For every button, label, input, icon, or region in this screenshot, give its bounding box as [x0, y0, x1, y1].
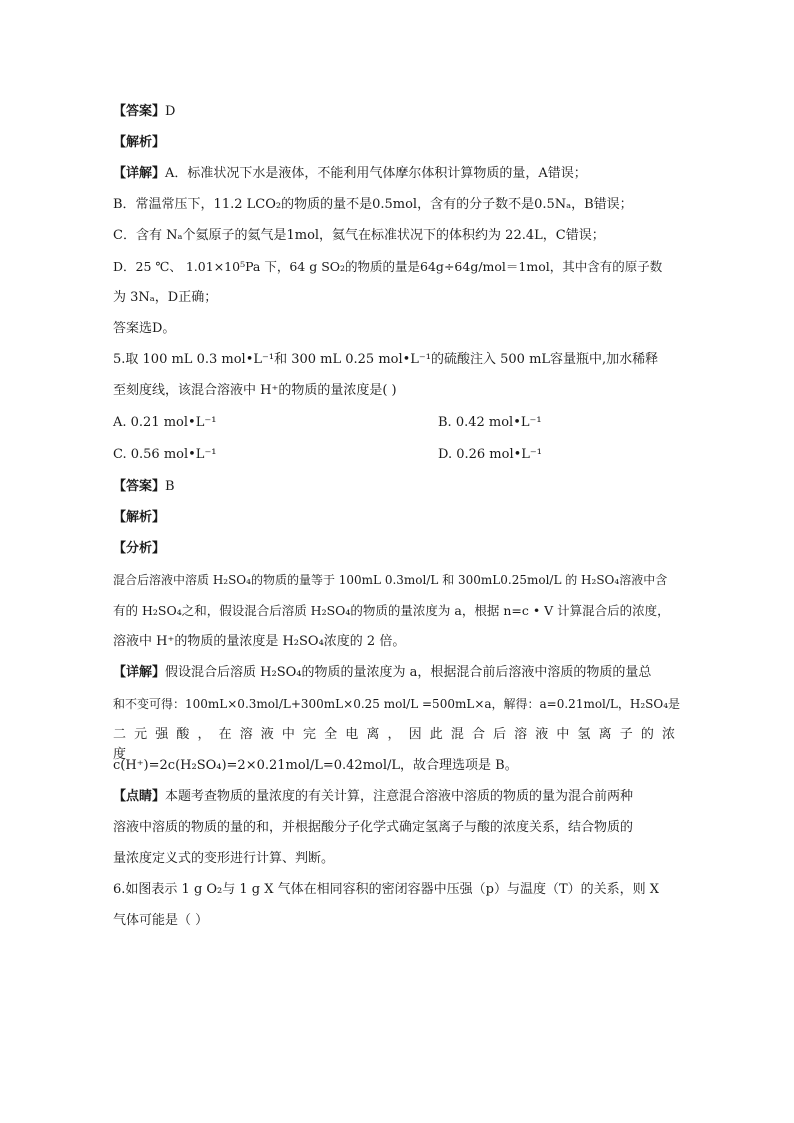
- q5-fenxi-label: 【分析】: [113, 541, 166, 556]
- q5-detail-line3: 二元强酸，在溶液中完全电离，因此混合后溶液中氢离子的浓度: [113, 727, 683, 762]
- detail-label: 【详解】: [113, 166, 166, 181]
- q5-answer-line: [113, 477, 683, 497]
- q5-option-a: A. 0.21 mol•L⁻¹: [113, 415, 217, 430]
- q5-stem-line2: 至刻度线，该混合溶液中 H⁺的物质的量浓度是( ): [113, 383, 397, 398]
- q5-detail-line4: c(H⁺)=2c(H₂SO₄)=2×0.21mol/L=0.42mol/L，故合理选项是 B。: [113, 758, 518, 773]
- answer-label: 【答案】: [113, 479, 166, 494]
- q5-comment-line3: 量浓度定义式的变形进行计算、判断。: [113, 851, 335, 866]
- q5-fenxi-line3: 溶液中 H⁺的物质的量浓度是 H₂SO₄浓度的 2 倍。: [113, 634, 406, 649]
- comment-label: 【点睛】: [113, 789, 166, 804]
- q5-stem-line1: 5.取 100 mL 0.3 mol•L⁻¹和 300 mL 0.25 mol•L⁻¹的硫酸注入 500 mL容量瓶中,加水稀释: [113, 352, 659, 367]
- detail-label: 【详解】: [113, 665, 166, 680]
- q4-conclusion: 答案选D。: [113, 321, 176, 336]
- q5-fenxi-line2: 有的 H₂SO₄之和，假设混合后溶质 H₂SO₄的物质的量浓度为 a，根据 n=c • V 计算混合后的浓度，: [113, 603, 670, 618]
- q4-line-b: B．常温常压下，11.2 LCO₂的物质的量不是0.5mol，含有的分子数不是0.5Nₐ，B错误；: [113, 197, 633, 212]
- q4-line-d2: 为 3Nₐ，D正确；: [113, 290, 218, 305]
- q5-detail-line2: 和不变可得：100mL×0.3mol/L+300mL×0.25 mol/L =500mL×a，解得：a=0.21mol/L，H₂SO₄是: [113, 697, 681, 711]
- q5-comment-line1: [113, 787, 683, 807]
- answer-value: D: [165, 104, 176, 119]
- q5-fenxi-line1: 混合后溶液中溶质 H₂SO₄的物质的量等于 100mL 0.3mol/L 和 300mL0.25mol/L 的 H₂SO₄溶液中含: [113, 573, 668, 587]
- comment-text: 本题考查物质的量浓度的有关计算，注意混合溶液中溶质的物质的量为混合前两种: [165, 789, 634, 804]
- answer-label: 【答案】: [113, 104, 166, 119]
- q5-comment-line2: 溶液中溶质的物质的量的和，并根据酸分子化学式确定氢离子与酸的浓度关系，结合物质的: [113, 820, 634, 835]
- q5-option-b: B. 0.42 mol•L⁻¹: [438, 415, 542, 430]
- q4-line-c: C．含有 Nₐ个氦原子的氦气是1mol，氦气在标准状况下的体积约为 22.4L，C错误；: [113, 228, 605, 243]
- q6-stem-line1: 6.如图表示 1 g O₂与 1 g X 气体在相同容积的密闭容器中压强（p）与温度（T）的关系，则 X: [113, 882, 660, 897]
- q6-stem-line2: 气体可能是（ ）: [113, 913, 209, 928]
- detail-text: A．标准状况下水是液体，不能利用气体摩尔体积计算物质的量，A错误；: [165, 166, 587, 181]
- q5-option-c: C. 0.56 mol•L⁻¹: [113, 447, 217, 462]
- q5-detail-line1: [113, 663, 683, 683]
- q5-option-d: D. 0.26 mol•L⁻¹: [438, 447, 542, 462]
- q4-analysis-label: 【解析】: [113, 135, 166, 150]
- q4-line-d1: D．25 ℃、 1.01×10⁵Pa 下，64 g SO₂的物质的量是64g÷64g/mol＝1mol，其中含有的原子数: [113, 259, 663, 274]
- q4-detail-a: [113, 164, 683, 184]
- q5-analysis-label: 【解析】: [113, 510, 166, 525]
- detail-text: 假设混合后溶质 H₂SO₄的物质的量浓度为 a，根据混合前后溶液中溶质的物质的量总: [165, 665, 652, 680]
- q4-answer-line: [113, 102, 683, 122]
- answer-value: B: [165, 479, 175, 494]
